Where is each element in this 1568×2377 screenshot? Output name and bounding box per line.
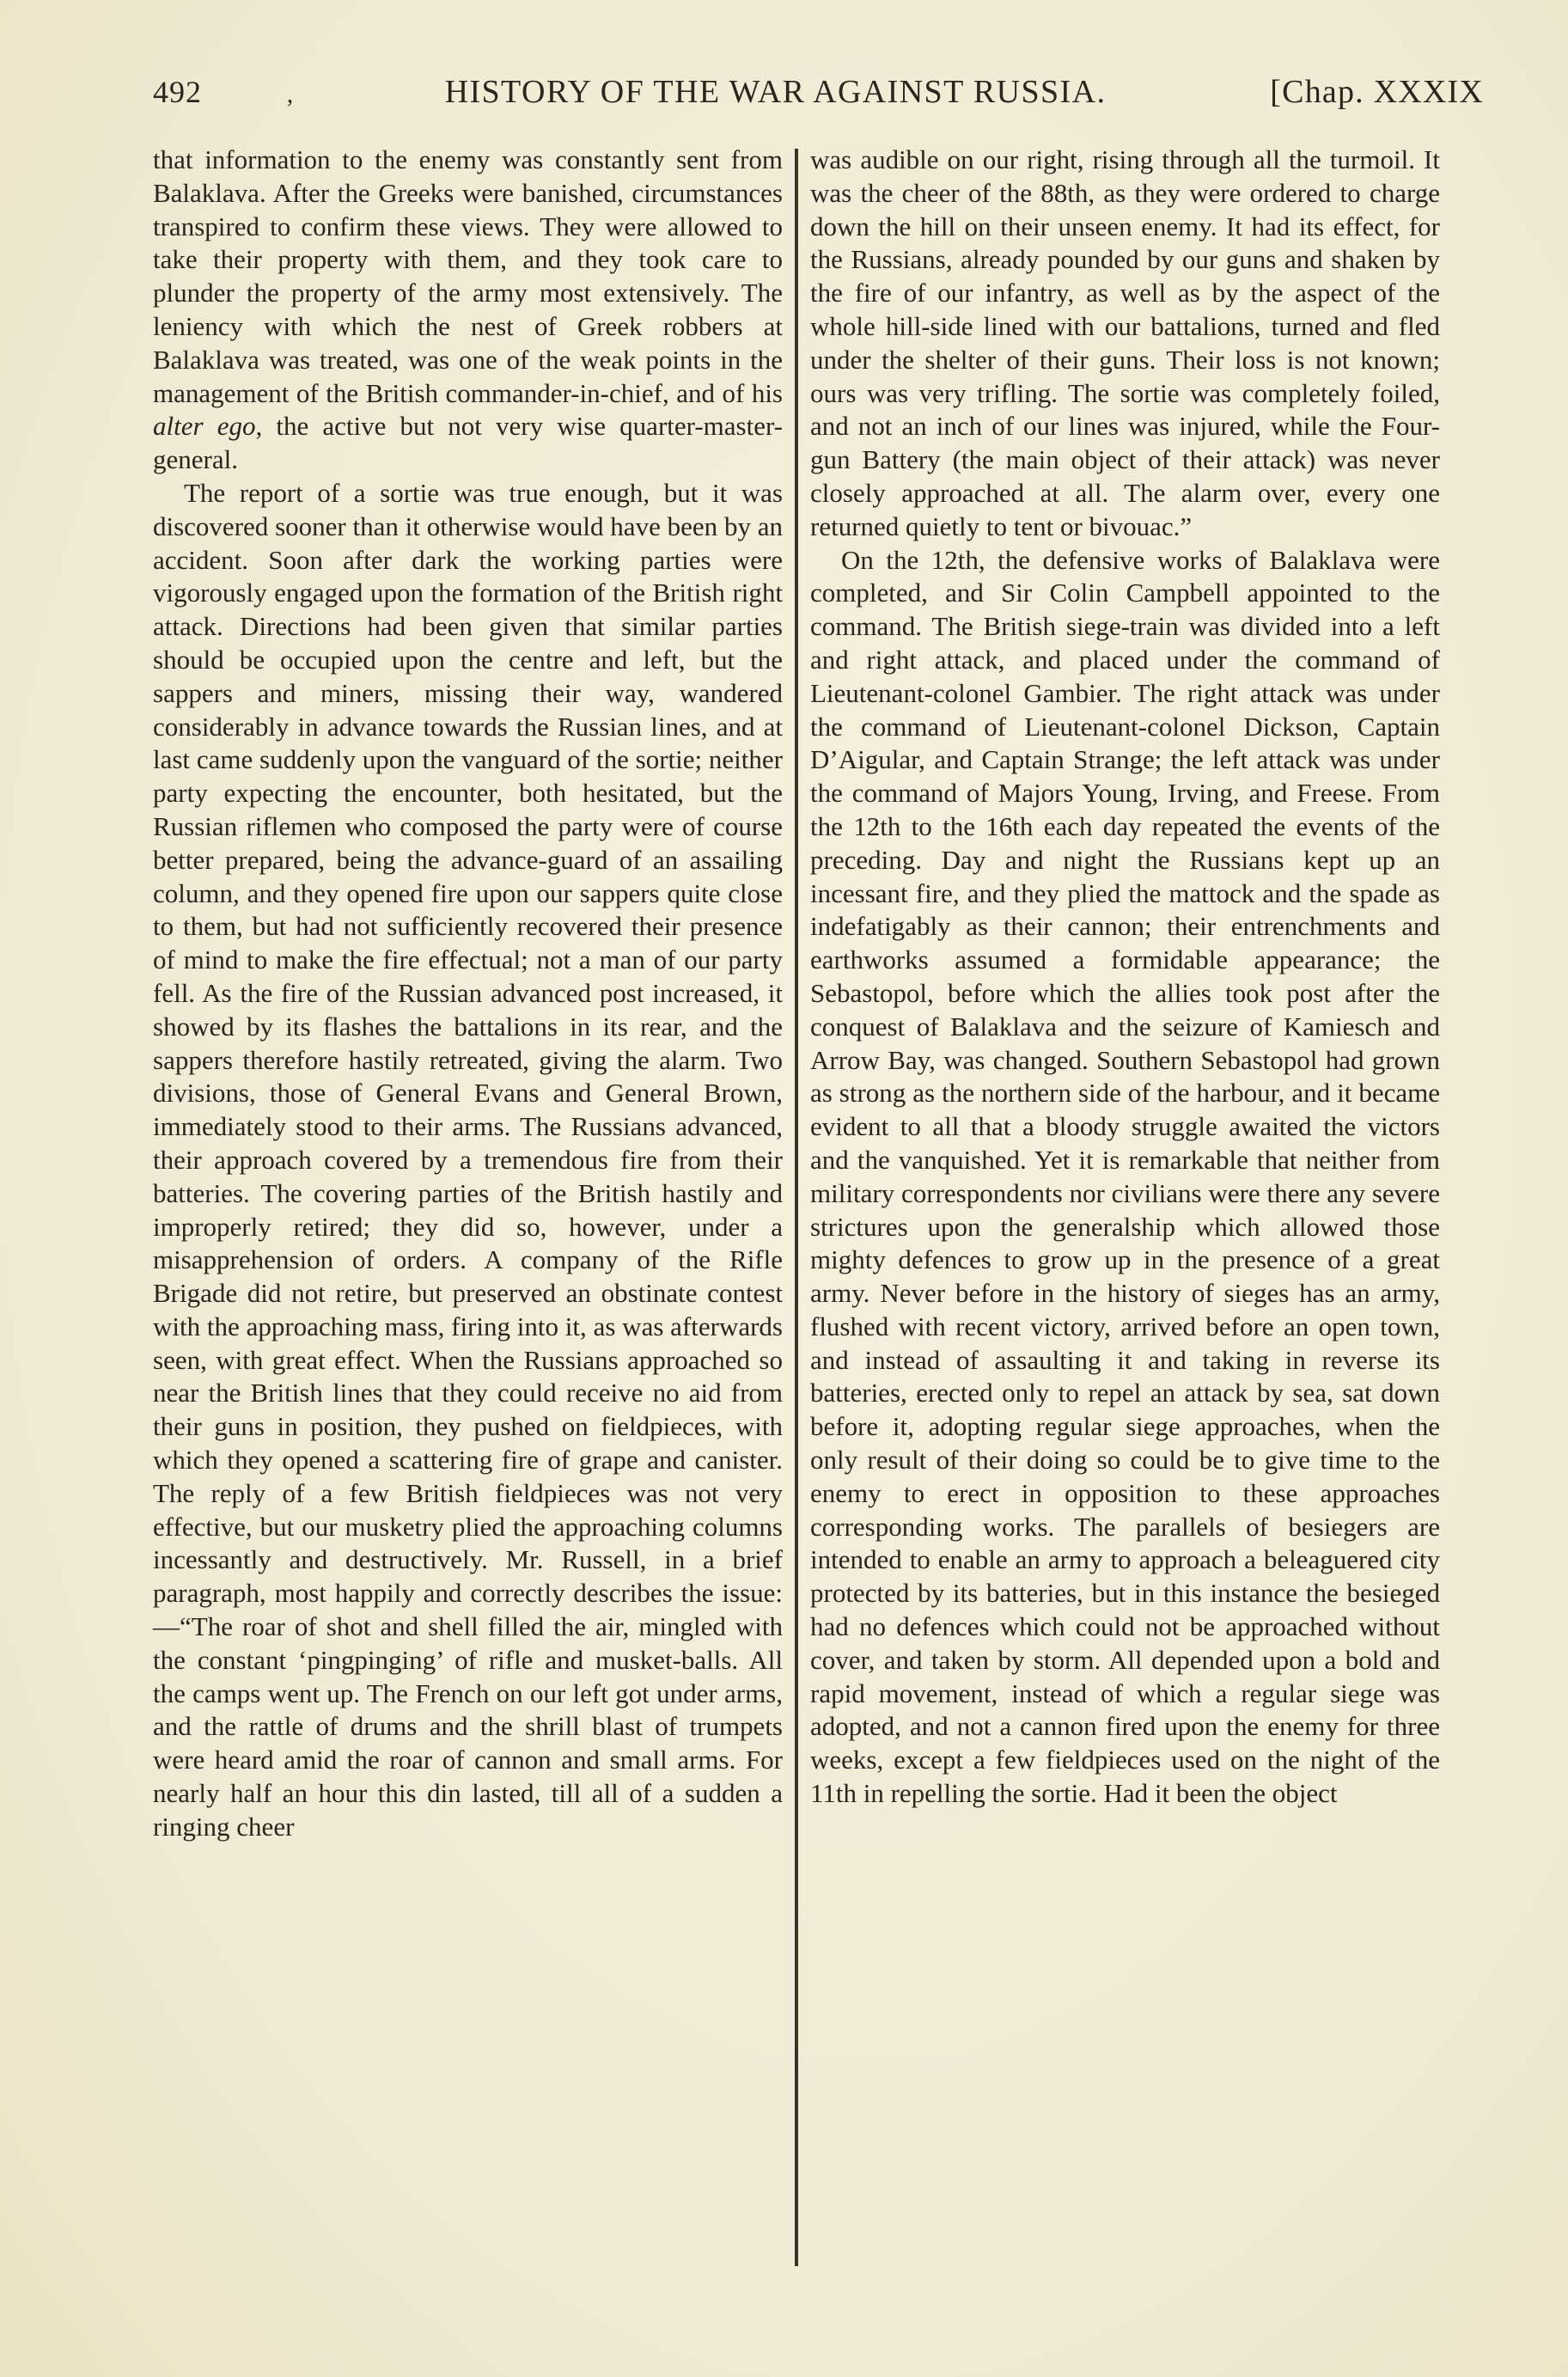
right-column (798, 144, 1440, 2266)
left-column (153, 144, 795, 2266)
running-title: HISTORY OF THE WAR AGAINST RUSSIA. (444, 74, 1107, 110)
paragraph: The report of a sortie was true enough, but it was discovered sooner than it otherwise would have been by an accident. Soon after dark the working parties were vigorously engaged upon the formation of the British right attack. Directions had been given that similar parties should be occupied upon the centre and left, but the sappers and miners, missing their way, wandered considerably in advance towards the Russian lines, and at last came suddenly upon the vanguard of the sortie; neither party expecting the encounter, both hesitated, but the Russian riflemen who composed the party were of course better prepared, being the advance-guard of an assailing column, and they opened fire upon our sappers quite close to them, but had not sufficiently recovered their presence of mind to make the fire effectual; not a man of our party fell. As the fire of the Russian advanced post increased, it showed by its flashes the battalions in its rear, and the sappers therefore hastily retreated, giving the alarm. Two divisions, those of General Evans and General Brown, immediately stood to their arms. The Russians advanced, their approach covered by a tremendous fire from their batteries. The covering parties of the British hastily and improperly retired; they did so, however, under a misapprehension of orders. A company of the Rifle Brigade did not retire, but preserved an obstinate contest with the approaching mass, firing into it, as was afterwards seen, with great effect. When the Russians approached so near the British lines that they could receive no aid from their guns in position, they pushed on fieldpieces, with which they opened a scattering fire of grape and canister. The reply of a few British fieldpieces was not very effective, but our musketry plied the approaching columns incessantly and destructively. Mr. Russell, in a brief paragraph, most happily and correctly describes the issue:—“The roar of shot and shell filled the air, mingled with the constant ‘pingpinging’ of rifle and musket-balls. All the camps went up. The French on our left got under arms, and the rattle of drums and the shrill blast of trumpets were heard amid the roar of cannon and small arms. For nearly half an hour this din lasted, till all of a sudden a ringing cheer (153, 477, 783, 1842)
paragraph (153, 144, 783, 477)
italic-phrase: alter ego, (153, 411, 263, 442)
paragraph: was audible on our right, rising through all the turmoil. It was the cheer of the 88th, as they were ordered to charge down the hill on their unseen enemy. It had its effect, for the Russians, already pounded by our guns and shaken by the fire of our infantry, as well as by the aspect of the whole hill-side lined with our battalions, turned and fled under the shelter of their guns. Their loss is not known; ours was very trifling. The sortie was completely foiled, and not an inch of our lines was injured, while the Four-gun Battery (the main object of their attack) was never closely approached at all. The alarm over, every one returned quietly to tent or bivouac.” (810, 144, 1440, 541)
header-mark: , (286, 80, 295, 108)
paragraph: On the 12th, the defensive works of Balaklava were completed, and Sir Colin Campbell appointed to the command. The British siege-train was divided into a left and right attack, and placed under the command of Lieutenant-colonel Gambier. The right attack was under the command of Lieutenant-colonel Dickson, Captain D’Aigular, and Captain Strange; the left attack was under the command of Majors Young, Irving, and Freese. From the 12th to the 16th each day repeated the events of the preceding. Day and night the Russians kept up an incessant fire, and they plied the mattock and the spade as indefatigably as their cannon; their entrenchments and earthworks assumed a formidable appearance; the Sebastopol, before which the allies took post after the conquest of Balaklava and the seizure of Kamiesch and Arrow Bay, was changed. Southern Sebastopol had grown as strong as the northern side of the harbour, and it became evident to all that a bloody struggle awaited the victors and the vanquished. Yet it is remarkable that neither from military correspondents nor civilians were there any severe strictures upon the generalship which allowed those mighty defences to grow up in the presence of a great army. Never before in the history of sieges has an army, flushed with recent victory, arrived before an open town, and instead of assaulting it and taking in reverse its batteries, erected only to repel an attack by sea, sat down before it, adopting regular siege approaches, when the only result of their doing so could be to give time to the enemy to erect in opposition to these approaches corresponding works. The parallels of besiegers are intended to enable an army to approach a beleaguered city protected by its batteries, but in this instance the besieged had no defences which could not be approached without cover, and taken by storm. All depended upon a bold and rapid movement, instead of which a regular siege was adopted, and not a cannon fired upon the enemy for three weeks, except a few fieldpieces used on the night of the 11th in repelling the sortie. Had it been the object (810, 544, 1440, 1809)
chapter-reference: [Chap. XXXIX (1270, 74, 1484, 110)
paragraph-text: the active but not very wise quarter-master-general. (153, 411, 783, 475)
page-number: 492 (153, 75, 202, 109)
two-column-body (153, 144, 1484, 2266)
running-header (153, 73, 1484, 126)
paragraph-text: that information to the enemy was constantly sent from Balaklava. After the Greeks were banished, circumstances transpired to confirm these views. They were allowed to take their property with them, and they took care to plunder the property of the army most extensively. The leniency with which the nest of Greek robbers at Balaklava was treated, was one of the weak points in the management of the British commander-in-chief, and of his (153, 144, 783, 408)
